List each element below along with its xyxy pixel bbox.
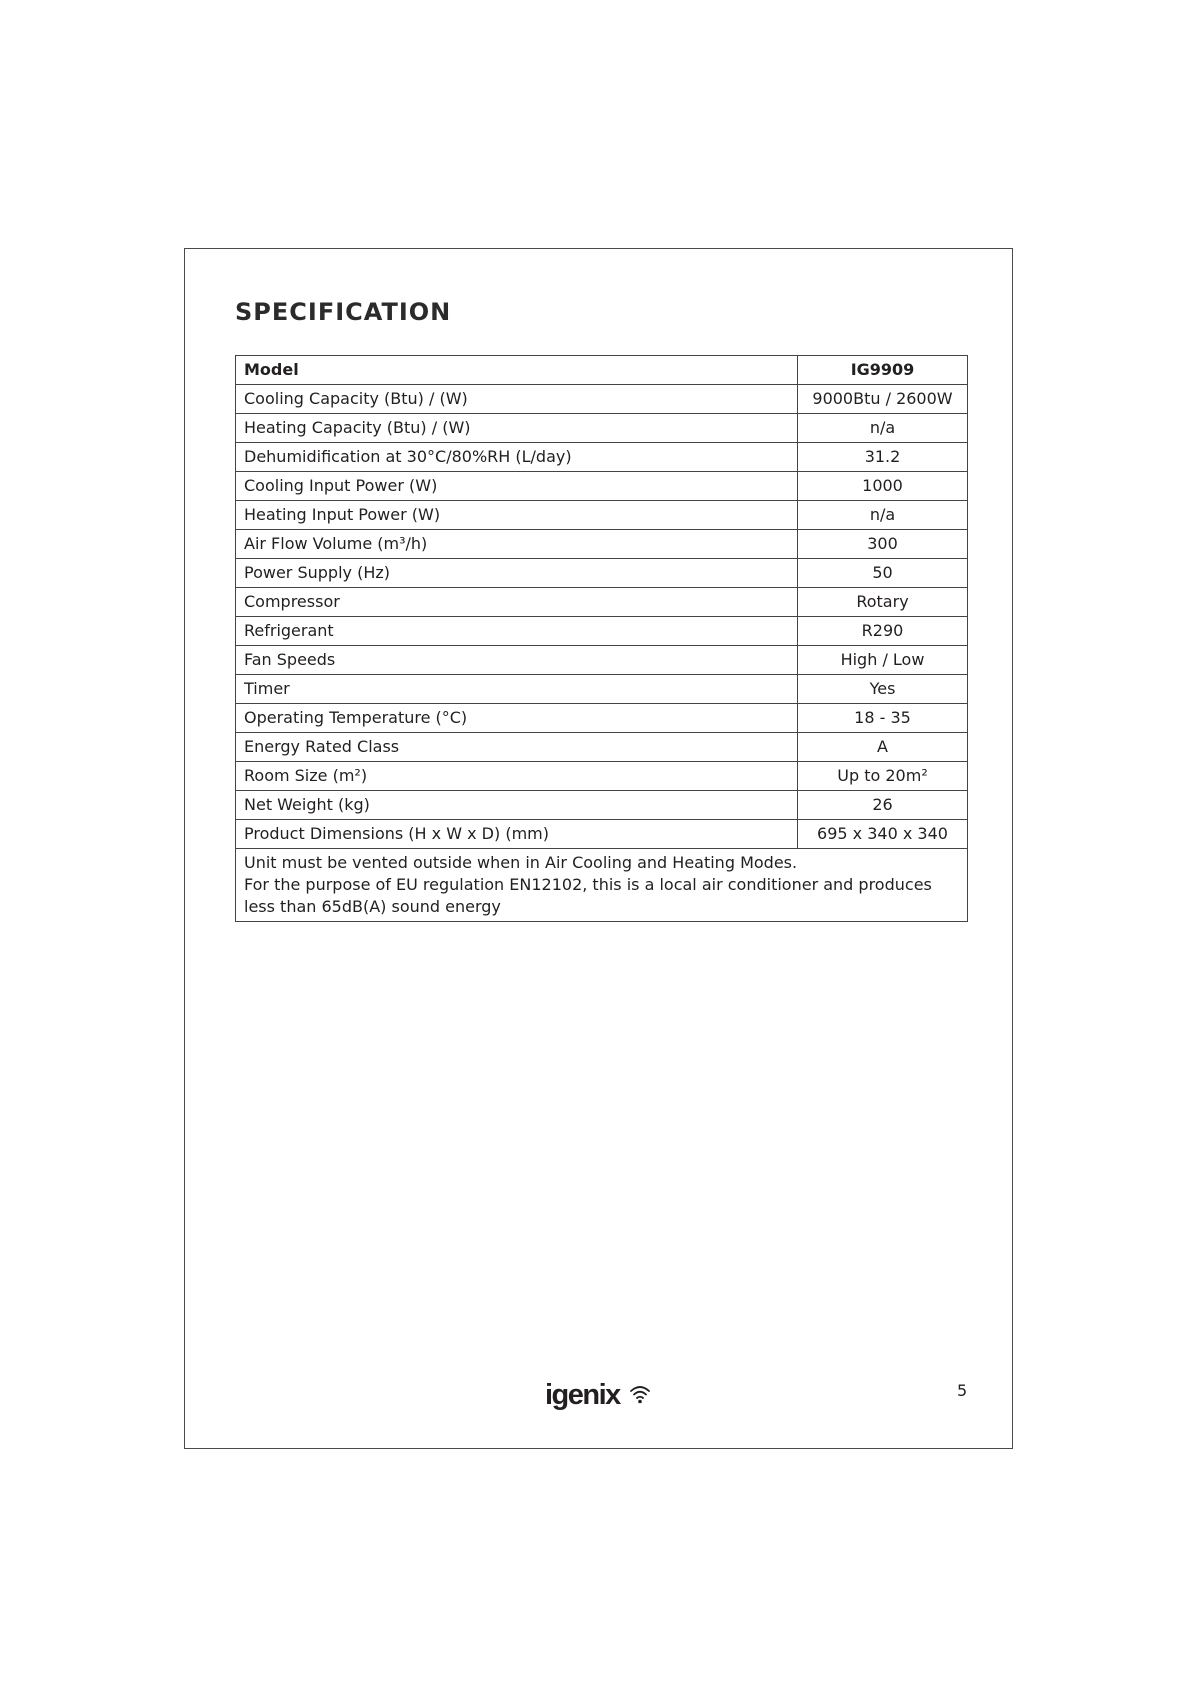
spec-value: Yes	[798, 675, 968, 704]
igenix-logo-graphic	[545, 1378, 655, 1414]
logo-wordmark: igenix	[545, 1379, 620, 1411]
spec-value: 50	[798, 559, 968, 588]
notes-row	[236, 849, 968, 922]
page-number: 5	[957, 1381, 968, 1400]
table-row	[236, 704, 968, 733]
table-row	[236, 646, 968, 675]
spec-value: 9000Btu / 2600W	[798, 385, 968, 414]
table-row	[236, 385, 968, 414]
spec-label: Operating Temperature (°C)	[236, 704, 798, 733]
table-row	[236, 530, 968, 559]
notes-cell	[236, 849, 968, 922]
igenix-logo	[545, 1378, 655, 1418]
table-row	[236, 617, 968, 646]
table-row	[236, 443, 968, 472]
table-row	[236, 501, 968, 530]
spec-value: Up to 20m²	[798, 762, 968, 791]
spec-label: Timer	[236, 675, 798, 704]
specification-table	[235, 355, 968, 922]
table-header-row	[236, 356, 968, 385]
table-row	[236, 762, 968, 791]
table-row	[236, 791, 968, 820]
table-row	[236, 820, 968, 849]
table-row	[236, 559, 968, 588]
spec-label: Cooling Capacity (Btu) / (W)	[236, 385, 798, 414]
spec-label: Net Weight (kg)	[236, 791, 798, 820]
spec-value: 31.2	[798, 443, 968, 472]
note-eu-regulation: For the purpose of EU regulation EN12102, this is a local air conditioner and produces less than 65dB(A) sound energy	[244, 875, 932, 916]
spec-label: Heating Input Power (W)	[236, 501, 798, 530]
spec-value: Rotary	[798, 588, 968, 617]
table-row	[236, 588, 968, 617]
spec-value: 18 - 35	[798, 704, 968, 733]
spec-label: Room Size (m²)	[236, 762, 798, 791]
spec-label: Fan Speeds	[236, 646, 798, 675]
wifi-dot	[638, 1400, 642, 1404]
model-value: IG9909	[798, 356, 968, 385]
wifi-icon	[631, 1387, 649, 1398]
spec-value: 26	[798, 791, 968, 820]
spec-label: Power Supply (Hz)	[236, 559, 798, 588]
spec-value: A	[798, 733, 968, 762]
spec-value: High / Low	[798, 646, 968, 675]
table-row	[236, 414, 968, 443]
table-row	[236, 733, 968, 762]
page-title: SPECIFICATION	[235, 298, 452, 326]
spec-value: R290	[798, 617, 968, 646]
spec-value: n/a	[798, 501, 968, 530]
table-row	[236, 472, 968, 501]
note-venting: Unit must be vented outside when in Air Cooling and Heating Modes.	[244, 853, 798, 872]
spec-label: Compressor	[236, 588, 798, 617]
spec-label: Product Dimensions (H x W x D) (mm)	[236, 820, 798, 849]
spec-value: 695 x 340 x 340	[798, 820, 968, 849]
spec-value: 1000	[798, 472, 968, 501]
spec-label: Cooling Input Power (W)	[236, 472, 798, 501]
spec-label: Energy Rated Class	[236, 733, 798, 762]
spec-label: Air Flow Volume (m³/h)	[236, 530, 798, 559]
spec-label: Dehumidification at 30°C/80%RH (L/day)	[236, 443, 798, 472]
model-label: Model	[236, 356, 798, 385]
spec-label: Heating Capacity (Btu) / (W)	[236, 414, 798, 443]
spec-label: Refrigerant	[236, 617, 798, 646]
spec-value: n/a	[798, 414, 968, 443]
table-row	[236, 675, 968, 704]
spec-value: 300	[798, 530, 968, 559]
